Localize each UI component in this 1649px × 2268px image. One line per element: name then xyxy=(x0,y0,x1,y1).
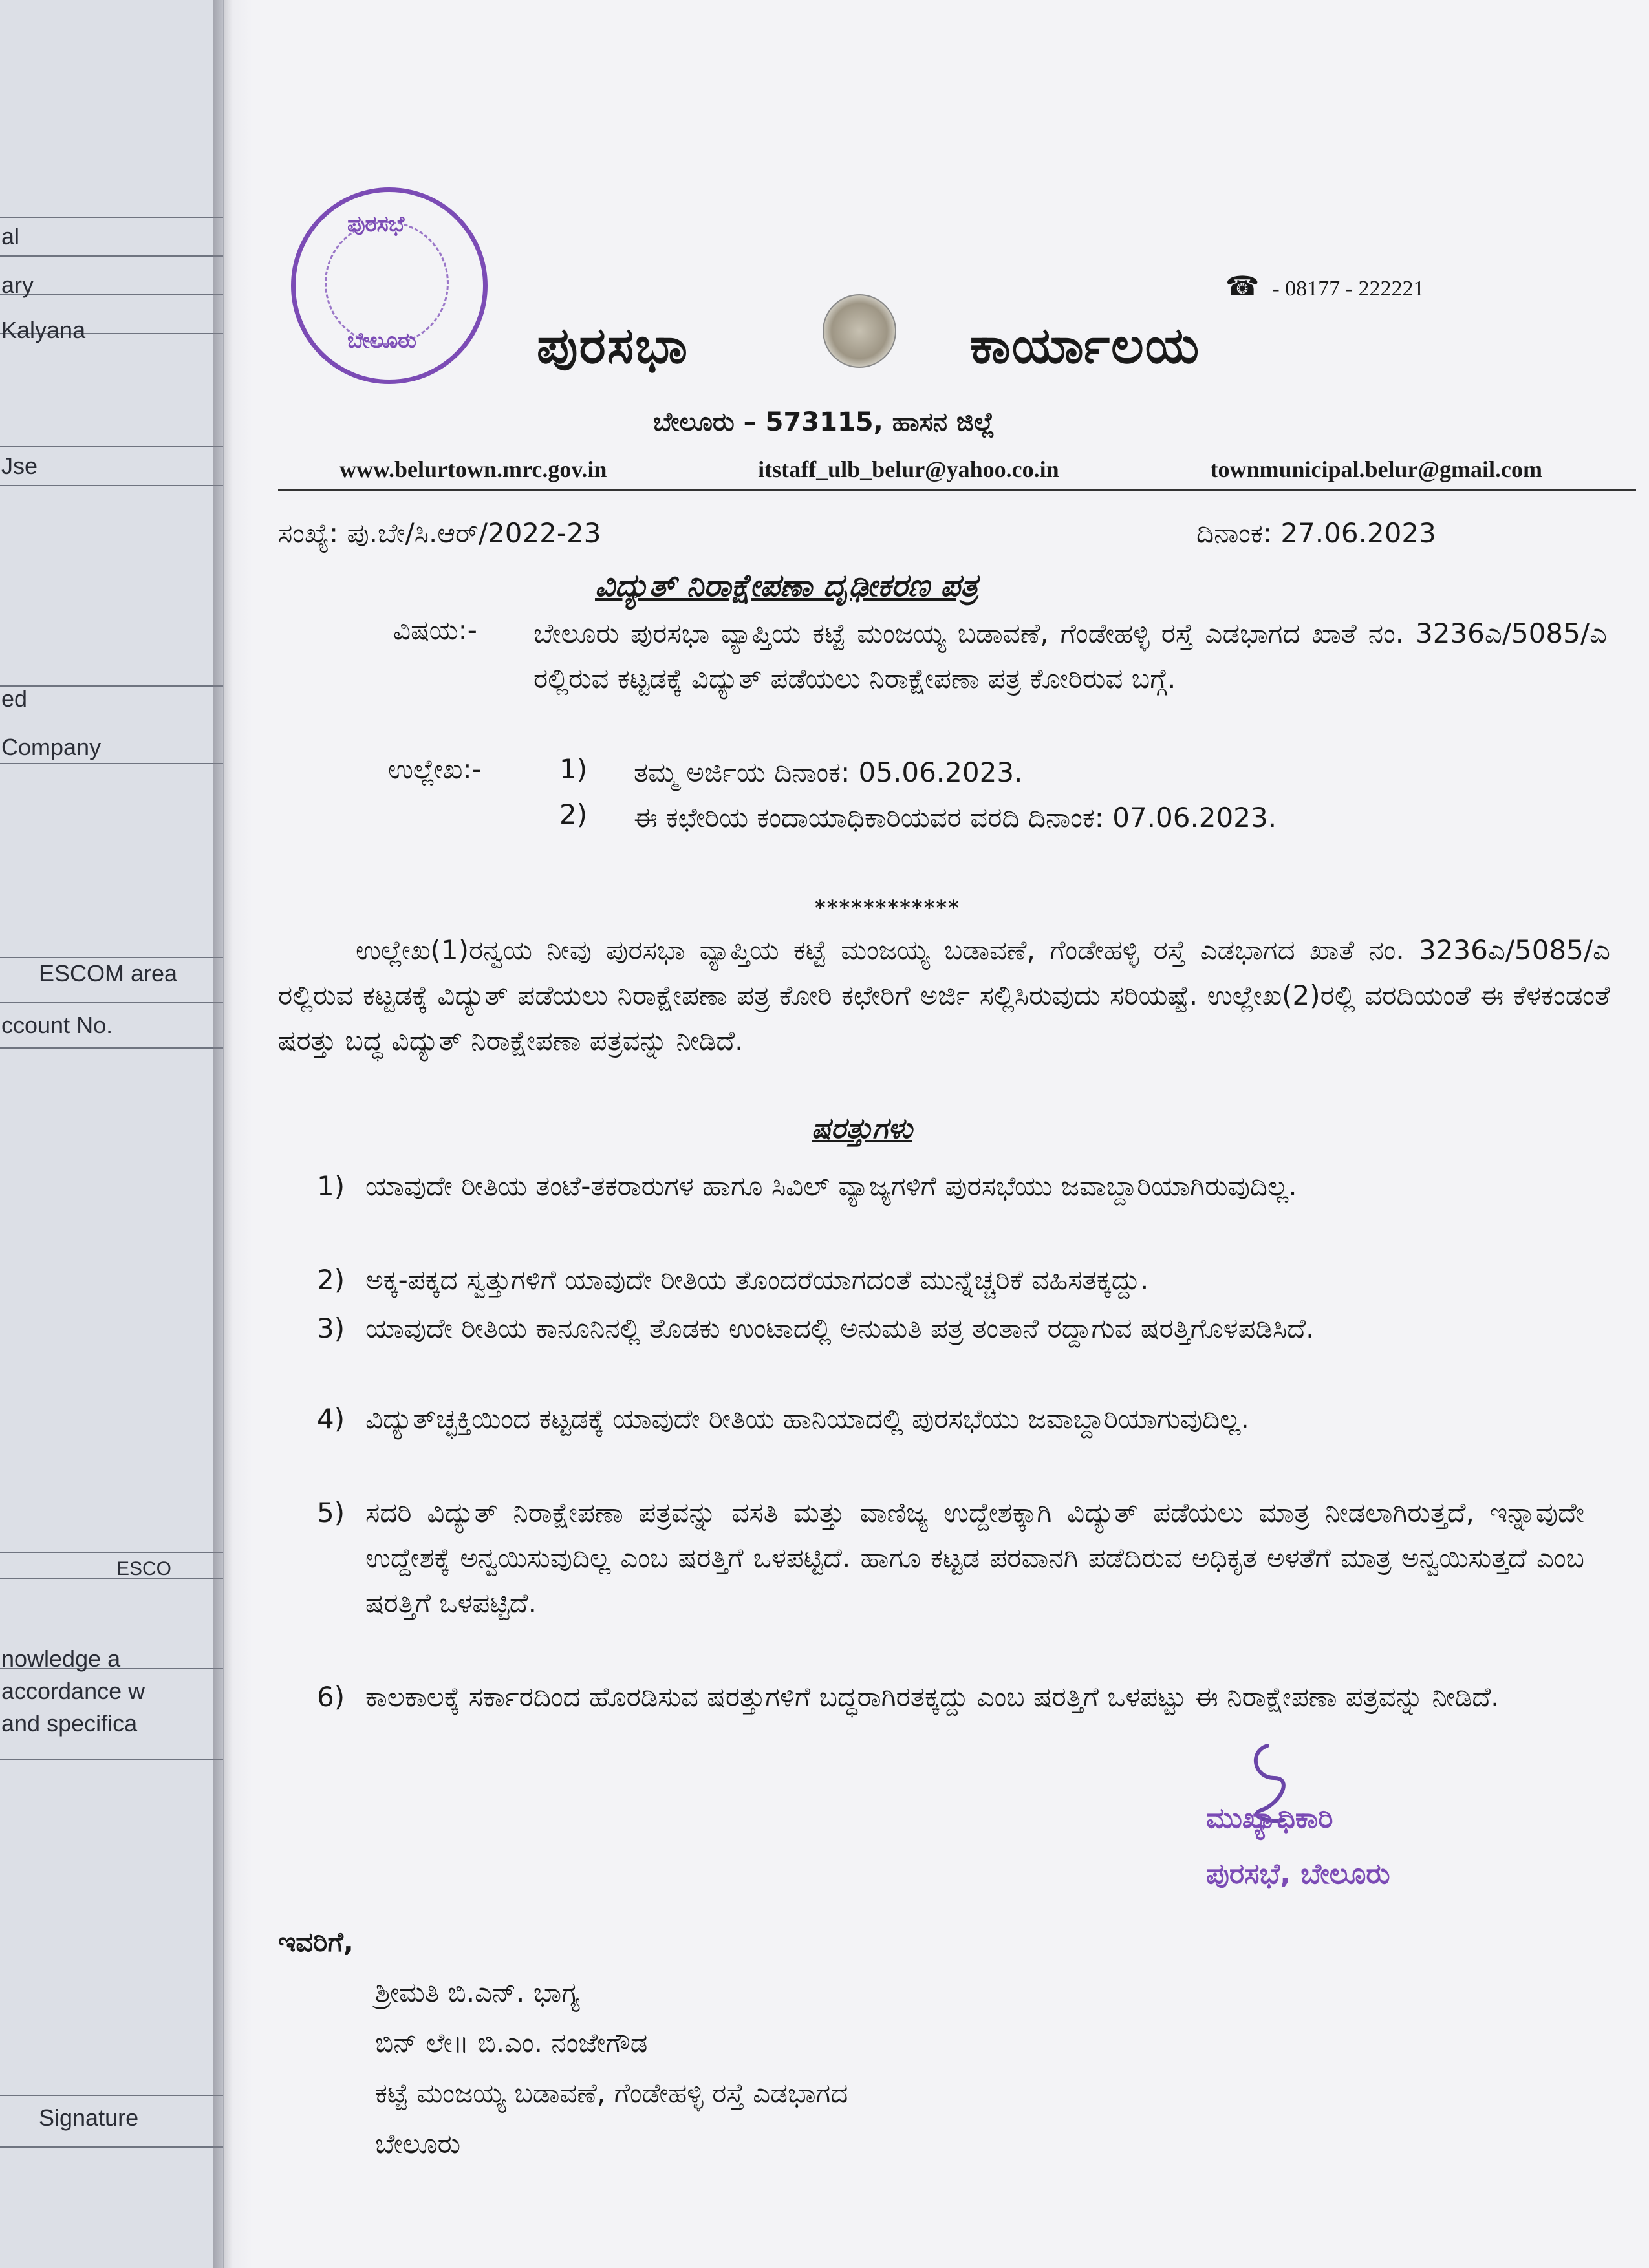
separator-stars: ************ xyxy=(815,895,960,920)
signatory-office: ಪುರಸಭೆ, ಬೇಲೂರು xyxy=(1206,1857,1390,1890)
phone-number: ☎ - 08177 - 222221 xyxy=(1225,272,1425,302)
form-fragment: ESCO xyxy=(116,1558,172,1579)
conditions-title: ಷರತ್ತುಗಳು xyxy=(812,1112,912,1145)
office-title-right: ಕಾರ್ಯಾಲಯ xyxy=(970,317,1201,375)
references-label: ಉಲ್ಲೇಖ:- xyxy=(388,753,482,785)
signatory-stamp xyxy=(1206,1791,1390,1902)
condition-item: 6) ಕಾಲಕಾಲಕ್ಕೆ ಸರ್ಕಾರದಿಂದ ಹೊರಡಿಸುವ ಷರತ್ತುಗಳಿಗೆ ಬದ್ಧರಾಗಿರತಕ್ಕದ್ದು ಎಂಬ ಷರತ್ತಿಗೆ ಒಳಪಟ್ಟು ಈ ನಿರಾಕ್ಷೇಪಣಾ ಪತ್ರವನ್ನು ನೀಡಿದೆ. xyxy=(317,1681,1500,1713)
body-paragraph: ಉಲ್ಲೇಖ(1)ರನ್ವಯ ನೀವು ಪುರಸಭಾ ವ್ಯಾಪ್ತಿಯ ಕಟ್ಟೆ ಮಂಜಯ್ಯ ಬಡಾವಣೆ, ಗೆಂಡೇಹಳ್ಳಿ ರಸ್ತೆ ಎಡಭಾಗದ ಖಾತೆ ನಂ. 3236ಎ/5085/ಎ ರಲ್ಲಿರುವ ಕಟ್ಟಡಕ್ಕೆ ವಿದ್ಯುತ್ ಪಡೆಯಲು ನಿರಾಕ್ಷೇಪಣಾ ಪತ್ರ ಕೋರಿ ಕಛೇರಿಗೆ ಅರ್ಜಿ ಸಲ್ಲಿಸಿರುವುದು ಸರಿಯಷ್ಟೆ. ಉಲ್ಲೇಖ(2)ರಲ್ಲಿ ವರದಿಯಂತೆ ಈ ಕೆಳಕಂಡಂತೆ ಷರತ್ತು ಬದ್ಧ ವಿದ್ಯುತ್ ನಿರಾಕ್ಷೇಪಣಾ ಪತ್ರವನ್ನು ನೀಡಿದೆ. xyxy=(278,934,1610,1056)
subject-label: ವಿಷಯ:- xyxy=(393,614,477,646)
recipient-block xyxy=(278,1917,848,2169)
reference-1-num: 1) xyxy=(559,753,588,785)
form-fragment: Company xyxy=(1,734,102,760)
document-title: ವಿದ್ಯುತ್ ನಿರಾಕ್ಷೇಪಣಾ ದೃಢೀಕರಣ ಪತ್ರ xyxy=(595,568,978,604)
background-form-strip xyxy=(0,0,224,2268)
recipient-line: ಬಿನ್ ಲೇ॥ ಬಿ.ಎಂ. ನಂಜೇಗೌಡ xyxy=(375,2027,648,2059)
reference-1-text: ತಮ್ಮ ಅರ್ಜಿಯ ದಿನಾಂಕ: 05.06.2023. xyxy=(634,756,1023,788)
form-fragment: ESCOM area xyxy=(39,960,178,987)
form-fragment: nowledge a xyxy=(1,1645,121,1672)
recipient-line: ಕಟ್ಟೆ ಮಂಜಯ್ಯ ಬಡಾವಣೆ, ಗೆಂಡೇಹಳ್ಳಿ ರಸ್ತೆ ಎಡಭಾಗದ xyxy=(375,2077,848,2109)
seal-bottom-text: ಬೇಲೂರು xyxy=(347,328,416,354)
letter-date: ದಿನಾಂಕ: 27.06.2023 xyxy=(1196,517,1436,549)
subject-text: ಬೇಲೂರು ಪುರಸಭಾ ವ್ಯಾಪ್ತಿಯ ಕಟ್ಟೆ ಮಂಜಯ್ಯ ಬಡಾವಣೆ, ಗೆಂಡೇಹಳ್ಳಿ ರಸ್ತೆ ಎಡಭಾಗದ ಖಾತೆ ನಂ. 3236ಎ/5085/ಎ ರಲ್ಲಿರುವ ಕಟ್ಟಡಕ್ಕೆ ವಿದ್ಯುತ್ ಪಡೆಯಲು ನಿರಾಕ್ಷೇಪಣಾ ಪತ್ರ ಕೋರಿರುವ ಬಗ್ಗೆ. xyxy=(534,617,1607,694)
website-text: www.belurtown.mrc.gov.in xyxy=(339,456,607,482)
condition-item: 4) ವಿದ್ಯುತ್‌ಚ್ಛಕ್ತಿಯಿಂದ ಕಟ್ಟಡಕ್ಕೆ ಯಾವುದೇ ರೀತಿಯ ಹಾನಿಯಾದಲ್ಲಿ ಪುರಸಭೆಯು ಜವಾಬ್ದಾರಿಯಾಗುವುದಿಲ್ಲ. xyxy=(317,1403,1249,1435)
office-title-left: ಪುರಸಭಾ xyxy=(537,317,689,375)
seal-top-text: ಪುರಸಭೆ xyxy=(347,211,405,237)
municipal-emblem-icon xyxy=(823,294,896,368)
form-fragment: al xyxy=(1,223,20,250)
reference-2-text: ಈ ಕಛೇರಿಯ ಕಂದಾಯಾಧಿಕಾರಿಯವರ ವರದಿ ದಿನಾಂಕ: 07.06.2023. xyxy=(634,802,1277,833)
telephone-icon: ☎ xyxy=(1225,272,1260,302)
form-fragment: and specifica xyxy=(1,1710,138,1737)
email-1-text: itstaff_ulb_belur@yahoo.co.in xyxy=(758,456,1059,482)
recipient-line: ಶ್ರೀಮತಿ ಬಿ.ಎನ್. ಭಾಗ್ಯ xyxy=(375,1976,580,2008)
office-seal-stamp xyxy=(291,187,488,384)
condition-item: 2) ಅಕ್ಕ-ಪಕ್ಕದ ಸ್ವತ್ತುಗಳಿಗೆ ಯಾವುದೇ ರೀತಿಯ ತೊಂದರೆಯಾಗದಂತೆ ಮುನ್ನೆಚ್ಚರಿಕೆ ವಹಿಸತಕ್ಕದ್ದು. xyxy=(317,1264,1149,1296)
header-divider xyxy=(278,489,1636,491)
recipient-label: ಇವರಿಗೆ, xyxy=(278,1926,354,1958)
recipient-line: ಬೇಲೂರು xyxy=(375,2128,461,2159)
form-fragment: ed xyxy=(1,685,28,712)
reference-2-num: 2) xyxy=(559,798,588,830)
signatory-title: ಮುಖ್ಯಾಧಿಕಾರಿ xyxy=(1206,1802,1333,1835)
form-fragment: Signature xyxy=(39,2104,139,2131)
condition-item: 3) ಯಾವುದೇ ರೀತಿಯ ಕಾನೂನಿನಲ್ಲಿ ತೊಡಕು ಉಂಟಾದಲ್ಲಿ ಅನುಮತಿ ಪತ್ರ ತಂತಾನೆ ರದ್ದಾಗುವ ಷರತ್ತಿಗೊಳಪಡಿಸಿದೆ. xyxy=(317,1312,1315,1344)
form-fragment: Kalyana xyxy=(1,317,86,343)
contact-line xyxy=(339,456,1542,483)
office-address: ಬೇಲೂರು – 573115, ಹಾಸನ ಜಿಲ್ಲೆ xyxy=(653,407,995,437)
condition-item: 1) ಯಾವುದೇ ರೀತಿಯ ತಂಟೆ-ತಕರಾರುಗಳ ಹಾಗೂ ಸಿವಿಲ್ ವ್ಯಾಜ್ಯಗಳಿಗೆ ಪುರಸಭೆಯು ಜವಾಬ್ದಾರಿಯಾಗಿರುವುದಿಲ್ಲ. xyxy=(317,1170,1297,1202)
letter-page xyxy=(226,0,1649,2268)
email-2-text: townmunicipal.belur@gmail.com xyxy=(1210,456,1542,482)
form-fragment: Jse xyxy=(1,453,38,479)
form-fragment: ary xyxy=(1,272,34,298)
form-fragment: accordance w xyxy=(1,1678,146,1704)
condition-item: 5) ಸದರಿ ವಿದ್ಯುತ್ ನಿರಾಕ್ಷೇಪಣಾ ಪತ್ರವನ್ನು ವಸತಿ ಮತ್ತು ವಾಣಿಜ್ಯ ಉದ್ದೇಶಕ್ಕಾಗಿ ವಿದ್ಯುತ್ ಪಡೆಯಲು ಮಾತ್ರ ನೀಡಲಾಗಿರುತ್ತದೆ, ಇನ್ನಾವುದೇ ಉದ್ದೇಶಕ್ಕೆ ಅನ್ವಯಿಸುವುದಿಲ್ಲ ಎಂಬ ಷರತ್ತಿಗೆ ಒಳಪಟ್ಟಿದೆ. ಹಾಗೂ ಕಟ್ಟಡ ಪರವಾನಗಿ ಪಡೆದಿರುವ ಅಧಿಕೃತ ಅಳತೆಗೆ ಮಾತ್ರ ಅನ್ವಯಿಸುತ್ತದೆ ಎಂಬ ಷರತ್ತಿಗೆ ಒಳಪಟ್ಟಿದೆ. xyxy=(317,1497,1584,1619)
reference-number: ಸಂಖ್ಯೆ: ಪು.ಬೇ/ಸಿ.ಆರ್/2022-23 xyxy=(278,517,601,549)
form-fragment: ccount No. xyxy=(1,1012,113,1038)
